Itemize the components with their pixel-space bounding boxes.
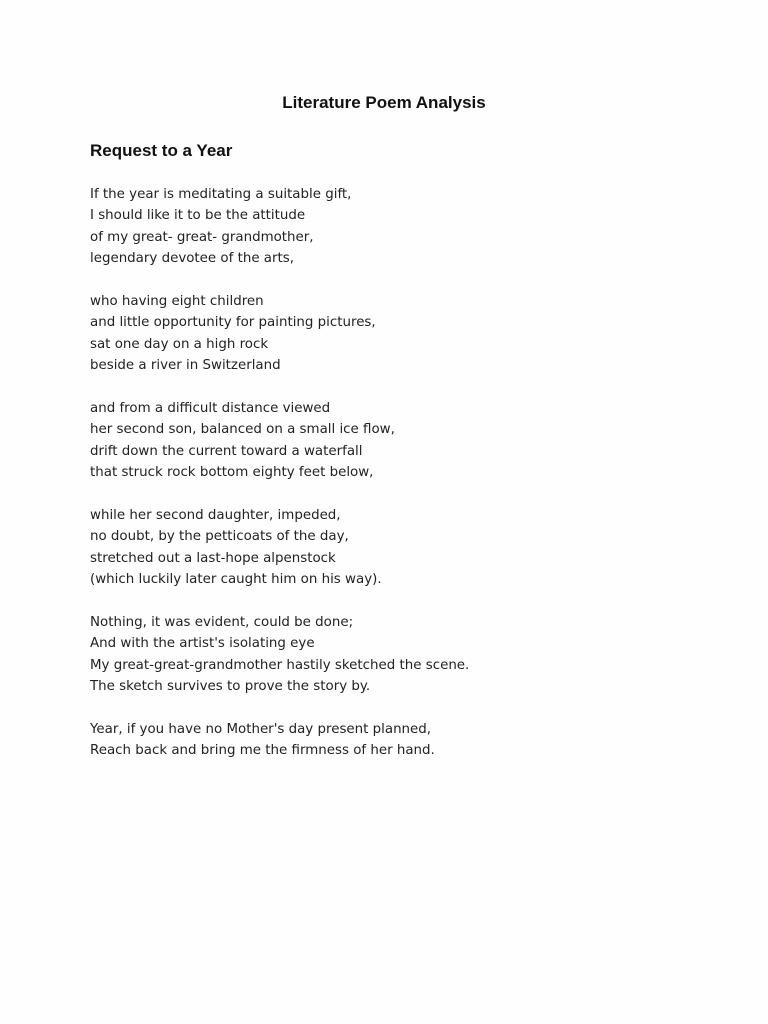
poem-line: and little opportunity for painting pictures, xyxy=(90,315,376,331)
poem-line: beside a river in Switzerland xyxy=(90,358,281,374)
poem-line: sat one day on a high rock xyxy=(90,336,269,352)
poem-line: And with the artist's isolating eye xyxy=(90,636,315,652)
poem-line: her second son, balanced on a small ice flow, xyxy=(90,422,395,438)
poem-line: My great-great-grandmother hastily sketched the scene. xyxy=(90,657,470,673)
poem-line: who having eight children xyxy=(90,293,264,309)
poem-line: that struck rock bottom eighty feet below, xyxy=(90,465,374,481)
poem-line: Nothing, it was evident, could be done; xyxy=(90,614,354,630)
poem-line: (which luckily later caught him on his way). xyxy=(90,572,382,588)
poem-line: drift down the current toward a waterfall xyxy=(90,443,363,459)
poem-title: Request to a Year xyxy=(90,141,233,160)
poem-stanza xyxy=(90,505,710,591)
poem-line: Year, if you have no Mother's day present planned, xyxy=(90,721,432,737)
poem-body xyxy=(90,184,710,783)
poem-line: stretched out a last-hope alpenstock xyxy=(90,550,336,566)
poem-line: while her second daughter, impeded, xyxy=(90,507,341,523)
poem-stanza xyxy=(90,612,710,698)
poem-line: and from a difficult distance viewed xyxy=(90,400,331,416)
poem-line: Reach back and bring me the firmness of her hand. xyxy=(90,743,435,759)
poem-line: no doubt, by the petticoats of the day, xyxy=(90,529,349,545)
poem-stanza xyxy=(90,291,710,377)
poem-stanza xyxy=(90,719,710,762)
poem-line: of my great- great- grandmother, xyxy=(90,229,314,245)
document-title: Literature Poem Analysis xyxy=(282,93,486,112)
poem-line: The sketch survives to prove the story by. xyxy=(90,678,371,694)
poem-line: If the year is meditating a suitable gift, xyxy=(90,187,352,202)
poem-line: legendary devotee of the arts, xyxy=(90,251,295,267)
poem-stanza xyxy=(90,398,710,484)
poem-stanza xyxy=(90,184,710,270)
poem-line: I should like it to be the attitude xyxy=(90,208,306,224)
